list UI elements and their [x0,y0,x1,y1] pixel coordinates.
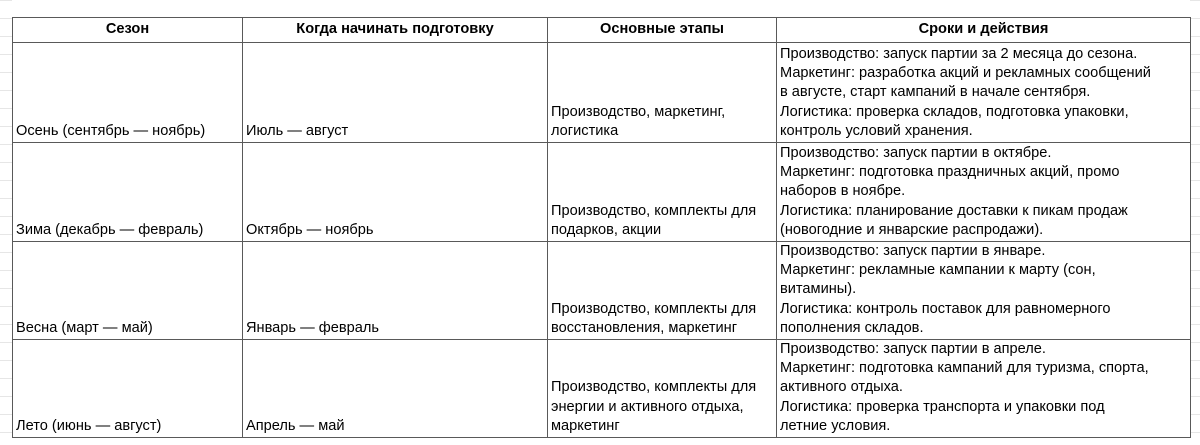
cell-actions[interactable]: Производство: запуск партии за 2 месяца до сезона. Маркетинг: разработка акций и рекламных сообщений в августе, старт кампаний в начале сентября. Логистика: проверка складов, подготовка упаковки, контроль условий хранения. [777,43,1191,143]
cell-start[interactable]: Октябрь — ноябрь [243,143,548,242]
cell-start[interactable]: Июль — август [243,43,548,143]
header-row [13,18,1191,43]
header-cell-season[interactable]: Сезон [13,18,243,43]
cell-season[interactable]: Зима (декабрь — февраль) [13,143,243,242]
cell-stages[interactable]: Производство, маркетинг, логистика [548,43,777,143]
cell-stages[interactable]: Производство, комплекты для подарков, акции [548,143,777,242]
table-row [13,143,1191,242]
cell-start[interactable]: Апрель — май [243,340,548,438]
header-cell-stages[interactable]: Основные этапы [548,18,777,43]
cell-stages[interactable]: Производство, комплекты для энергии и активного отдыха, маркетинг [548,340,777,438]
cell-season[interactable]: Лето (июнь — август) [13,340,243,438]
season-preparation-table [12,17,1191,438]
cell-actions[interactable]: Производство: запуск партии в апреле. Маркетинг: подготовка кампаний для туризма, спорта, активного отдыха. Логистика: проверка транспорта и упаковки под летние условия. [777,340,1191,438]
cell-season[interactable]: Осень (сентябрь — ноябрь) [13,43,243,143]
table-row [13,340,1191,438]
cell-start[interactable]: Январь — февраль [243,242,548,340]
gridlines-left [0,0,12,445]
header-cell-start[interactable]: Когда начинать подготовку [243,18,548,43]
header-cell-actions[interactable]: Сроки и действия [777,18,1191,43]
cell-season[interactable]: Весна (март — май) [13,242,243,340]
table-row [13,43,1191,143]
cell-actions[interactable]: Производство: запуск партии в октябре. Маркетинг: подготовка праздничных акций, промо наборов в ноябре. Логистика: планирование доставки к пикам продаж (новогодние и январские распродажи). [777,143,1191,242]
cell-actions[interactable]: Производство: запуск партии в январе. Маркетинг: рекламные кампании к марту (сон, витамины). Логистика: контроль поставок для равномерного пополнения складов. [777,242,1191,340]
table-row [13,242,1191,340]
cell-stages[interactable]: Производство, комплекты для восстановления, маркетинг [548,242,777,340]
gridlines-right [1190,0,1200,445]
